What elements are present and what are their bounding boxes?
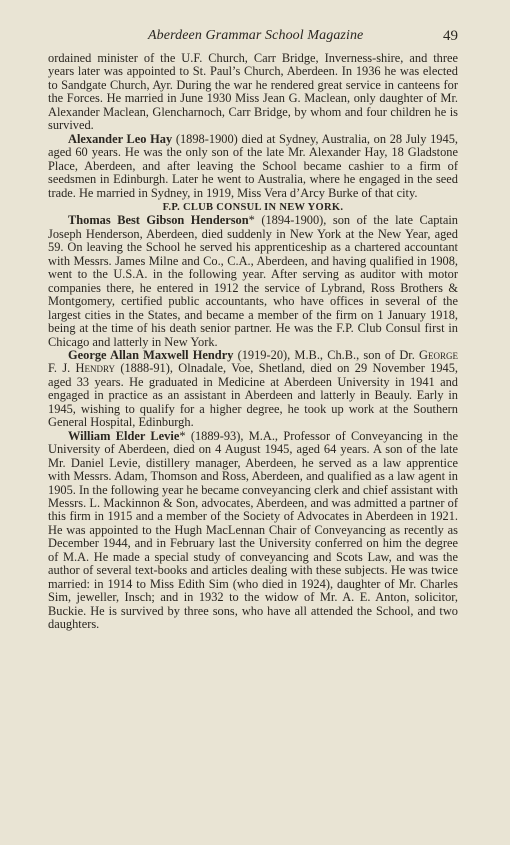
obituary-text: (1919-20), M.B., Ch.B., son of Dr. <box>233 347 420 362</box>
paragraph-continued <box>48 52 458 133</box>
obituary-name: Thomas Best Gibson Henderson <box>68 213 249 228</box>
obituary-henderson <box>48 214 458 349</box>
father-name: George F. J. Hendry <box>48 347 458 376</box>
paragraph-text: ordained minister of the U.F. Church, Carr Bridge, Inverness-shire, and three years later was appointed to St. Paul’s Church, Aberdeen. In 1936 he was elected to Sandgate Church, Ayr. During the war he rendered great service in canteens for the Forces. He married in June 1930 Miss Jean G. Maclean, only daughter of Mr. Alexander Maclean, Glencharnoch, Carr Bridge, by whom and four children he is survived. <box>48 51 458 133</box>
obituary-name: George Allan Maxwell Hendry <box>68 347 234 362</box>
obituary-column <box>48 52 458 631</box>
obituary-text: * (1889-93), M.A., Professor of Conveyancing in the University of Aberdeen, died on 4 August 1945, aged 64 years. A son of the late Mr. Daniel Levie, distillery manager, Aberdeen, he served as a law apprentice with Messrs. Adam, Thomson and Ross, Aberdeen, and qualified as a law agent in 1905. In the following year he became conveyancing clerk and chief assistant with Messrs. L. Mackinnon & Son, advocates, Aberdeen, and was admitted a partner of this firm in 1915 and a member of the Society of Advocates in Aberdeen in 1921. He was appointed to the Hugh MacLennan Chair of Conveyancing as recently as December 1944, and in February last the University conferred on him the degree of M.A. He made a special study of conveyancing and Scots Law, and was the author of several text-books and articles dealing with these subjects. He was twice married: in 1914 to Miss Edith Sim (who died in 1924), daughter of Mr. Charles Sim, jeweller, Insch; and in 1932 to the widow of Mr. A. E. Anton, solicitor, Buckie. He is survived by three sons, who have all attended the School, and two daughters. <box>48 428 458 632</box>
obituary-text: * (1894-1900), son of the late Captain Joseph Henderson, Aberdeen, died suddenly in New York at the New Year, aged 59. On leaving the School he served his apprenticeship as a chartered accountant with Messrs. James Milne and Co., C.A., Aberdeen, and having qualified in 1908, went to the U.S.A. in the following year. After serving as auditor with motor companies there, he entered in 1912 the service of Lybrand, Ross Brothers & Montgomery, certified public accountants, who have offices in several of the largest cities in the States, and became a member of the firm on 1 January 1918, being at the time of his death senior partner. He was the F.P. Club Consul first in Chicago and latterly in New York. <box>48 213 459 349</box>
obituary-levie <box>48 430 458 632</box>
page-number: 49 <box>443 28 458 44</box>
obituary-name: William Elder Levie <box>68 428 180 443</box>
obituary-hendry <box>48 349 458 430</box>
obituary-hay <box>48 133 458 200</box>
page-header <box>48 28 458 48</box>
running-head: Aberdeen Grammar School Magazine <box>148 28 364 43</box>
obituary-name: Alexander Leo Hay <box>68 131 173 146</box>
obituary-text: (1898-1900) died at Sydney, Australia, on 28 July 1945, aged 60 years. He was the only son of the late Mr. Alexander Hay, 18 Gladstone Place, Aberdeen, and after leaving the School became cashier to a firm of seedsmen in Edinburgh. Later he went to Australia, where he engaged in the seed trade. He married in Sydney, in 1919, Miss Vera d’Arcy Burke of that city. <box>48 131 458 200</box>
obituary-text: (1888-91), Olnadale, Voe, Shetland, died on 29 November 1945, aged 33 years. He graduated in Medicine at Aberdeen University in 1941 and engaged in practice as an assistant in Aberdeen and latterly in Beauly. Early in 1945, wishing to qualify for a higher degree, he took up work at the Southern General Hospital, Edinburgh. <box>48 361 459 430</box>
section-heading: F.P. CLUB CONSUL IN NEW YORK. <box>162 201 344 213</box>
